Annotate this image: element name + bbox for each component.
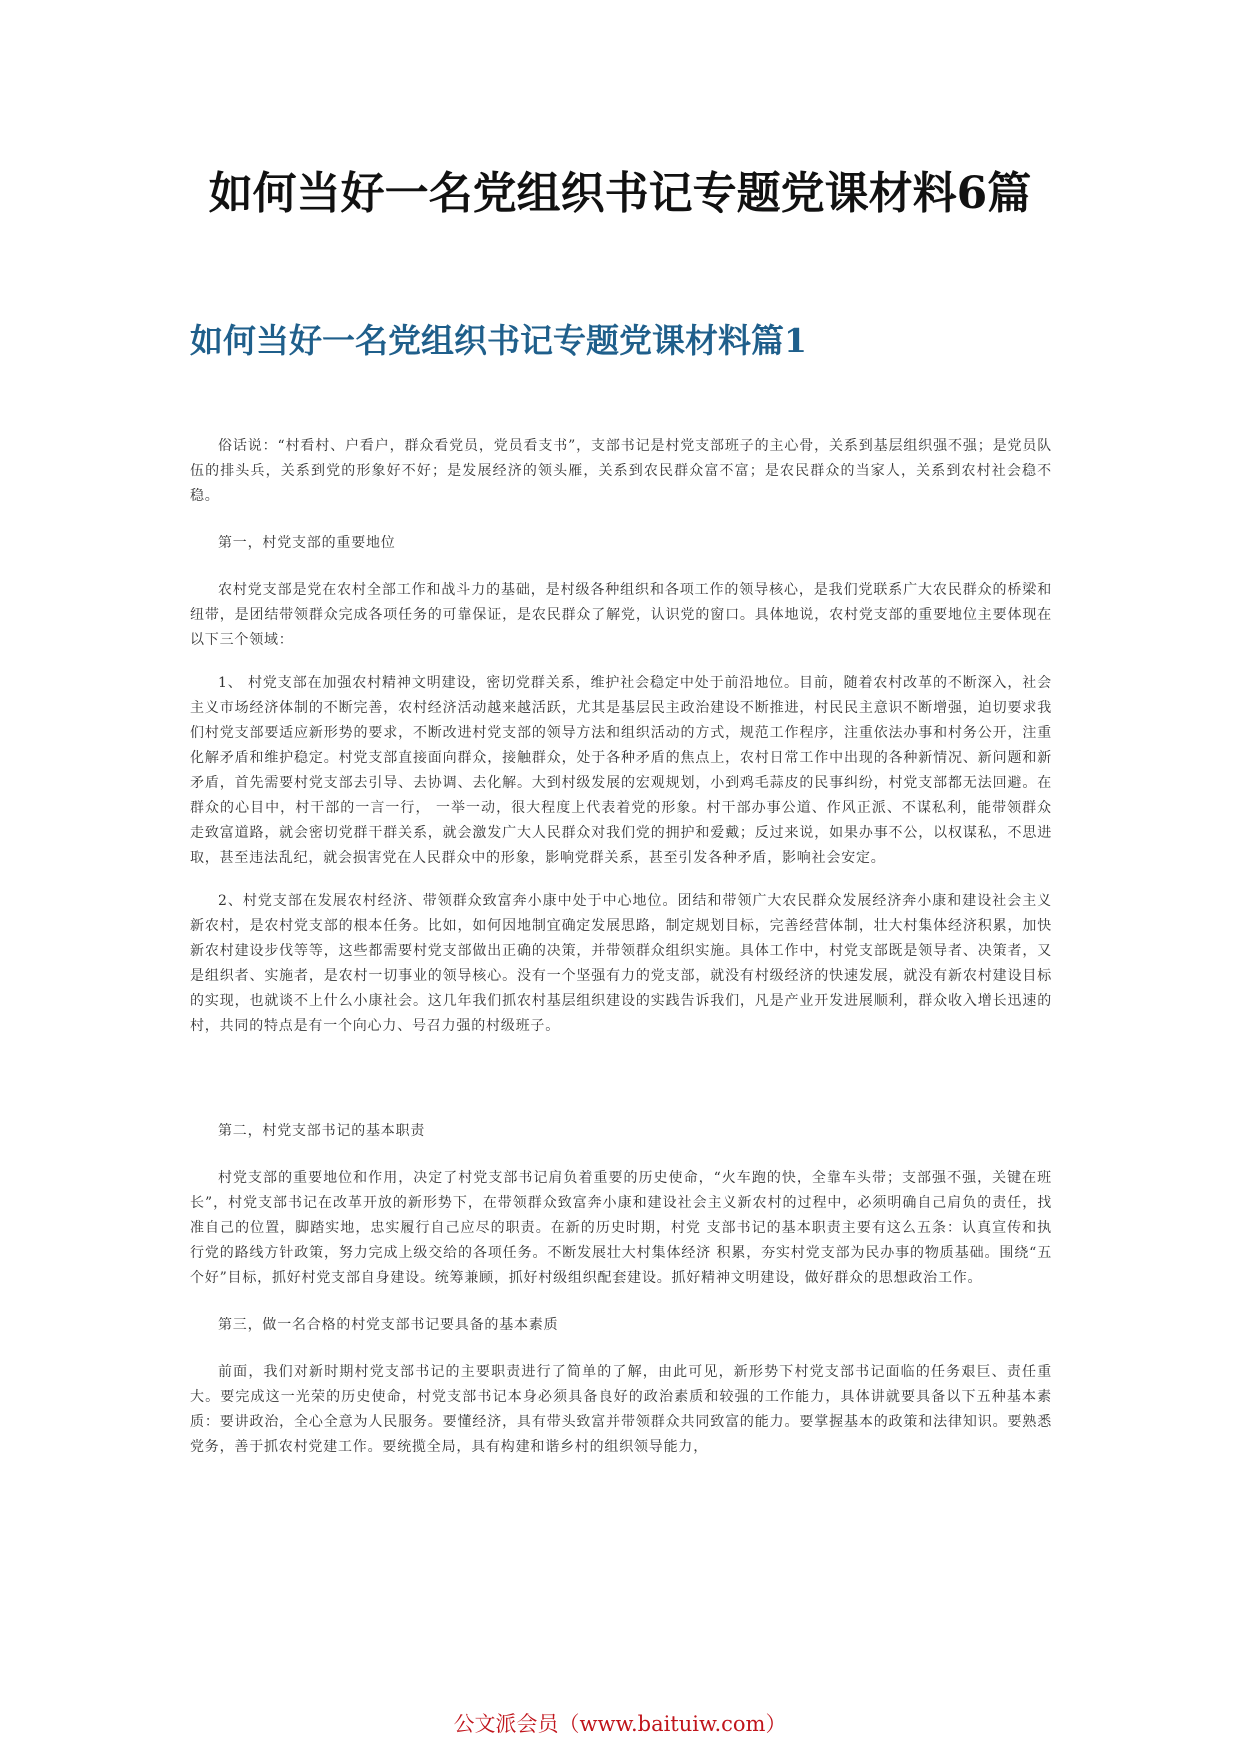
document-body (190, 434, 1052, 1478)
section-heading-3: 第三，做一名合格的村党支部书记要具备的基本素质 (218, 1317, 559, 1333)
document-title: 如何当好一名党组织书记专题党课材料6篇 (208, 168, 1032, 219)
intro-paragraph: 俗话说：“村看村、户看户，群众看党员，党员看支书”，支部书记是村党支部班子的主心骨，关系到基层组织强不强；是党员队伍的排头兵，关系到党的形象好不好；是发展经济的领头雁，关系到农民群众富不富；是农民群众的当家人，关系到农村社会稳不稳。 (190, 438, 1052, 504)
section-1-paragraph-3: 2、村党支部在发展农村经济、带领群众致富奔小康中处于中心地位。团结和带领广大农民群众发展经济奔小康和建设社会主义新农村，是农村党支部的根本任务。比如，如何因地制宜确定发展思路，制定规划目标，完善经营体制，壮大村集体经济积累，加快新农村建设步伐等等，这些都需要村党支部做出正确的决策，并带领群众组织实施。具体工作中，村党支部既是领导者、决策者，又是组织者、实施者，是农村一切事业的领导核心。没有一个坚强有力的党支部，就没有村级经济的快速发展，就没有新农村建设目标的实现，也就谈不上什么小康社会。这几年我们抓农村基层组织建设的实践告诉我们，凡是产业开发进展顺利，群众收入增长迅速的村，共同的特点是有一个向心力、号召力强的村级班子。 (190, 893, 1052, 1034)
section-heading-1: 第一，村党支部的重要地位 (218, 535, 396, 551)
document-subtitle: 如何当好一名党组织书记专题党课材料篇1 (190, 321, 807, 360)
spacer (190, 1057, 1052, 1097)
section-1-paragraph-2: 1、 村党支部在加强农村精神文明建设，密切党群关系，维护社会稳定中处于前沿地位。目前，随着农村改革的不断深入，社会主义市场经济体制的不断完善，农村经济活动越来越活跃，尤其是基层民主政治建设不断推进，村民民主意识不断增强，迫切要求我们村党支部要适应新形势的要求，不断改进村党支部的领导方法和组织活动的方式，规范工作程序，注重依法办事和村务公开，注重化解矛盾和维护稳定。村党支部直接面向群众，接触群众，处于各种矛盾的焦点上，农村日常工作中出现的各种新情况、新问题和新矛盾，首先需要村党支部去引导、去协调、去化解。大到村级发展的宏观规划，小到鸡毛蒜皮的民事纠纷，村党支部都无法回避。在群众的心目中，村干部的一言一行， 一举一动，很大程度上代表着党的形象。村干部办事公道、作风正派、不谋私利，能带领群众走致富道路，就会密切党群干群关系，就会激发广大人民群众对我们党的拥护和爱戴；反过来说，如果办事不公，以权谋私，不思进取，甚至违法乱纪，就会损害党在人民群众中的形象，影响党群关系，甚至引发各种矛盾，影响社会安定。 (190, 675, 1052, 866)
section-1-paragraph-1: 农村党支部是党在农村全部工作和战斗力的基础，是村级各种组织和各项工作的领导核心，是我们党联系广大农民群众的桥梁和纽带，是团结带领群众完成各项任务的可靠保证，是农民群众了解党，认识党的窗口。具体地说，农村党支部的重要地位主要体现在以下三个领域： (190, 582, 1052, 648)
footer-watermark: 公文派会员（www.baituiw.com） (453, 1712, 787, 1736)
section-2-paragraph-1: 村党支部的重要地位和作用，决定了村党支部书记肩负着重要的历史使命，“火车跑的快，全靠车头带；支部强不强，关键在班长”，村党支部书记在改革开放的新形势下，在带领群众致富奔小康和建设社会主义新农村的过程中，必须明确自己肩负的责任，找准自己的位置，脚踏实地，忠实履行自己应尽的职责。在新的历史时期，村党 支部书记的基本职责主要有这么五条：认真宣传和执行党的路线方针政策，努力完成上级交给的各项任务。不断发展壮大村集体经济 积累，夯实村党支部为民办事的物质基础。围绕“五个好”目标，抓好村党支部自身建设。统筹兼顾，抓好村级组织配套建设。抓好精神文明建设，做好群众的思想政治工作。 (190, 1170, 1052, 1286)
section-3-paragraph-1: 前面，我们对新时期村党支部书记的主要职责进行了简单的了解，由此可见，新形势下村党支部书记面临的任务艰巨、责任重大。要完成这一光荣的历史使命，村党支部书记本身必须具备良好的政治素质和较强的工作能力，具体讲就要具备以下五种基本素质：要讲政治，全心全意为人民服务。要懂经济，具有带头致富并带领群众共同致富的能力。要掌握基本的政策和法律知识。要熟悉党务，善于抓农村党建工作。要统揽全局，具有构建和谐乡村的组织领导能力， (190, 1364, 1052, 1455)
section-heading-2: 第二，村党支部书记的基本职责 (218, 1123, 426, 1139)
